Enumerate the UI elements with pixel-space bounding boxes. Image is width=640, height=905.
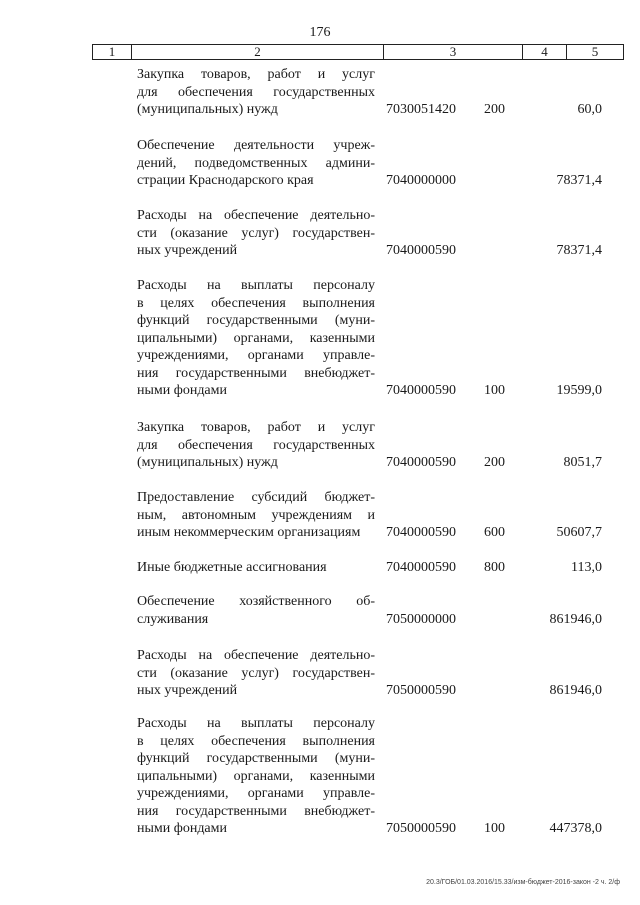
- row-description: [137, 715, 375, 838]
- description-line: в целях обеспечения выполнения: [137, 733, 375, 749]
- row-amount: 50607,7: [556, 525, 602, 540]
- row-code: 7040000590: [386, 383, 456, 398]
- description-line: (муниципальных) нужд: [137, 102, 278, 117]
- row-code: 7050000590: [386, 683, 456, 698]
- row-code: 7050000000: [386, 611, 456, 627]
- description-line: сти (оказание услуг) государствен-: [137, 225, 375, 241]
- row-expense-type: 100: [484, 821, 505, 836]
- description-line: дений, подведомственных админи-: [137, 155, 375, 171]
- description-line: ципальными) органами, казенными: [137, 768, 375, 784]
- description-line: Расходы на выплаты персоналу: [137, 716, 375, 731]
- row-description: [137, 66, 375, 119]
- description-line: в целях обеспечения выполнения: [137, 295, 375, 311]
- description-line: ных учреждений: [137, 243, 238, 258]
- row-expense-type: 100: [484, 383, 505, 398]
- description-line: для обеспечения государственных: [137, 84, 375, 100]
- description-line: Обеспечение хозяйственного об-: [137, 594, 375, 609]
- row-amount: 78371,4: [556, 243, 602, 258]
- header-col-5: 5: [591, 44, 599, 59]
- table-row: [0, 137, 640, 190]
- description-line: ния государственными внебюджет-: [137, 803, 375, 819]
- header-col-3: 3: [384, 45, 523, 59]
- description-line: ных учреждений: [137, 683, 238, 698]
- description-line: страции Краснодарского края: [137, 173, 314, 188]
- row-expense-type: 200: [484, 102, 505, 117]
- header-col-4: 4: [523, 45, 567, 59]
- table-row: [0, 715, 640, 838]
- description-line: функций государственными (муни-: [137, 751, 375, 766]
- row-amount: 861946,0: [549, 611, 602, 627]
- description-line: (муниципальных) нужд: [137, 455, 278, 470]
- table-row: [0, 559, 640, 577]
- description-line: Закупка товаров, работ и услуг: [137, 420, 375, 435]
- row-description: [137, 647, 375, 700]
- row-code: 7050000590: [386, 821, 456, 836]
- row-code: 7040000590: [386, 455, 456, 470]
- row-description: [137, 419, 375, 472]
- description-line: учреждениями, органами управле-: [137, 786, 375, 801]
- row-description: [137, 207, 375, 260]
- description-line: служивания: [137, 611, 209, 627]
- description-line: Предоставление субсидий бюджет-: [137, 490, 375, 505]
- row-description: [137, 593, 375, 628]
- row-code: 7040000000: [386, 173, 456, 188]
- row-description: [137, 489, 375, 542]
- description-line: Расходы на обеспечение деятельно-: [137, 208, 375, 223]
- description-line: сти (оказание услуг) государствен-: [137, 665, 375, 681]
- row-description: [137, 559, 375, 577]
- row-expense-type: 800: [484, 560, 505, 575]
- description-line: Закупка товаров, работ и услуг: [137, 67, 375, 82]
- table-row: [0, 419, 640, 472]
- row-description: [137, 277, 375, 400]
- description-line: Обеспечение деятельности учреж-: [137, 138, 375, 153]
- row-code: 7040000590: [386, 243, 456, 258]
- row-amount: 19599,0: [556, 383, 602, 398]
- row-amount: 113,0: [571, 560, 602, 575]
- header-col-2: 2: [132, 45, 384, 59]
- row-amount: 60,0: [577, 102, 602, 117]
- table-row: [0, 647, 640, 700]
- row-amount: 447378,0: [549, 821, 602, 836]
- header-col-1: 1: [93, 45, 132, 59]
- description-line: ния государственными внебюджет-: [137, 365, 375, 381]
- description-line: для обеспечения государственных: [137, 437, 375, 453]
- footer-file-path: 20.3/ГОБ/01.03.2016/15.33/изм-бюджет-2016-закон -2 ч. 2/ф: [426, 879, 620, 886]
- row-expense-type: 600: [484, 525, 505, 540]
- row-description: [137, 137, 375, 190]
- table-row: [0, 489, 640, 542]
- row-code: 7040000590: [386, 560, 456, 575]
- description-line: функций государственными (муни-: [137, 313, 375, 328]
- page-number: 176: [309, 25, 331, 40]
- description-line: ными фондами: [137, 821, 228, 836]
- table-row: [0, 593, 640, 628]
- row-code: 7040000590: [386, 525, 456, 540]
- description-line: Иные бюджетные ассигнования: [137, 560, 327, 575]
- row-code: 7030051420: [386, 102, 456, 117]
- table-header: [92, 44, 624, 60]
- description-line: учреждениями, органами управле-: [137, 348, 375, 363]
- description-line: Расходы на выплаты персоналу: [137, 278, 375, 293]
- table-row: [0, 207, 640, 260]
- row-amount: 861946,0: [549, 683, 602, 698]
- row-amount: 8051,7: [563, 455, 602, 470]
- description-line: ными фондами: [137, 383, 228, 398]
- table-row: [0, 277, 640, 400]
- description-line: иным некоммерческим организациям: [137, 525, 361, 540]
- description-line: Расходы на обеспечение деятельно-: [137, 648, 375, 663]
- row-amount: 78371,4: [556, 173, 602, 188]
- description-line: ципальными) органами, казенными: [137, 330, 375, 346]
- table-row: [0, 66, 640, 119]
- description-line: ным, автономным учреждениям и: [137, 507, 375, 523]
- row-expense-type: 200: [484, 455, 505, 470]
